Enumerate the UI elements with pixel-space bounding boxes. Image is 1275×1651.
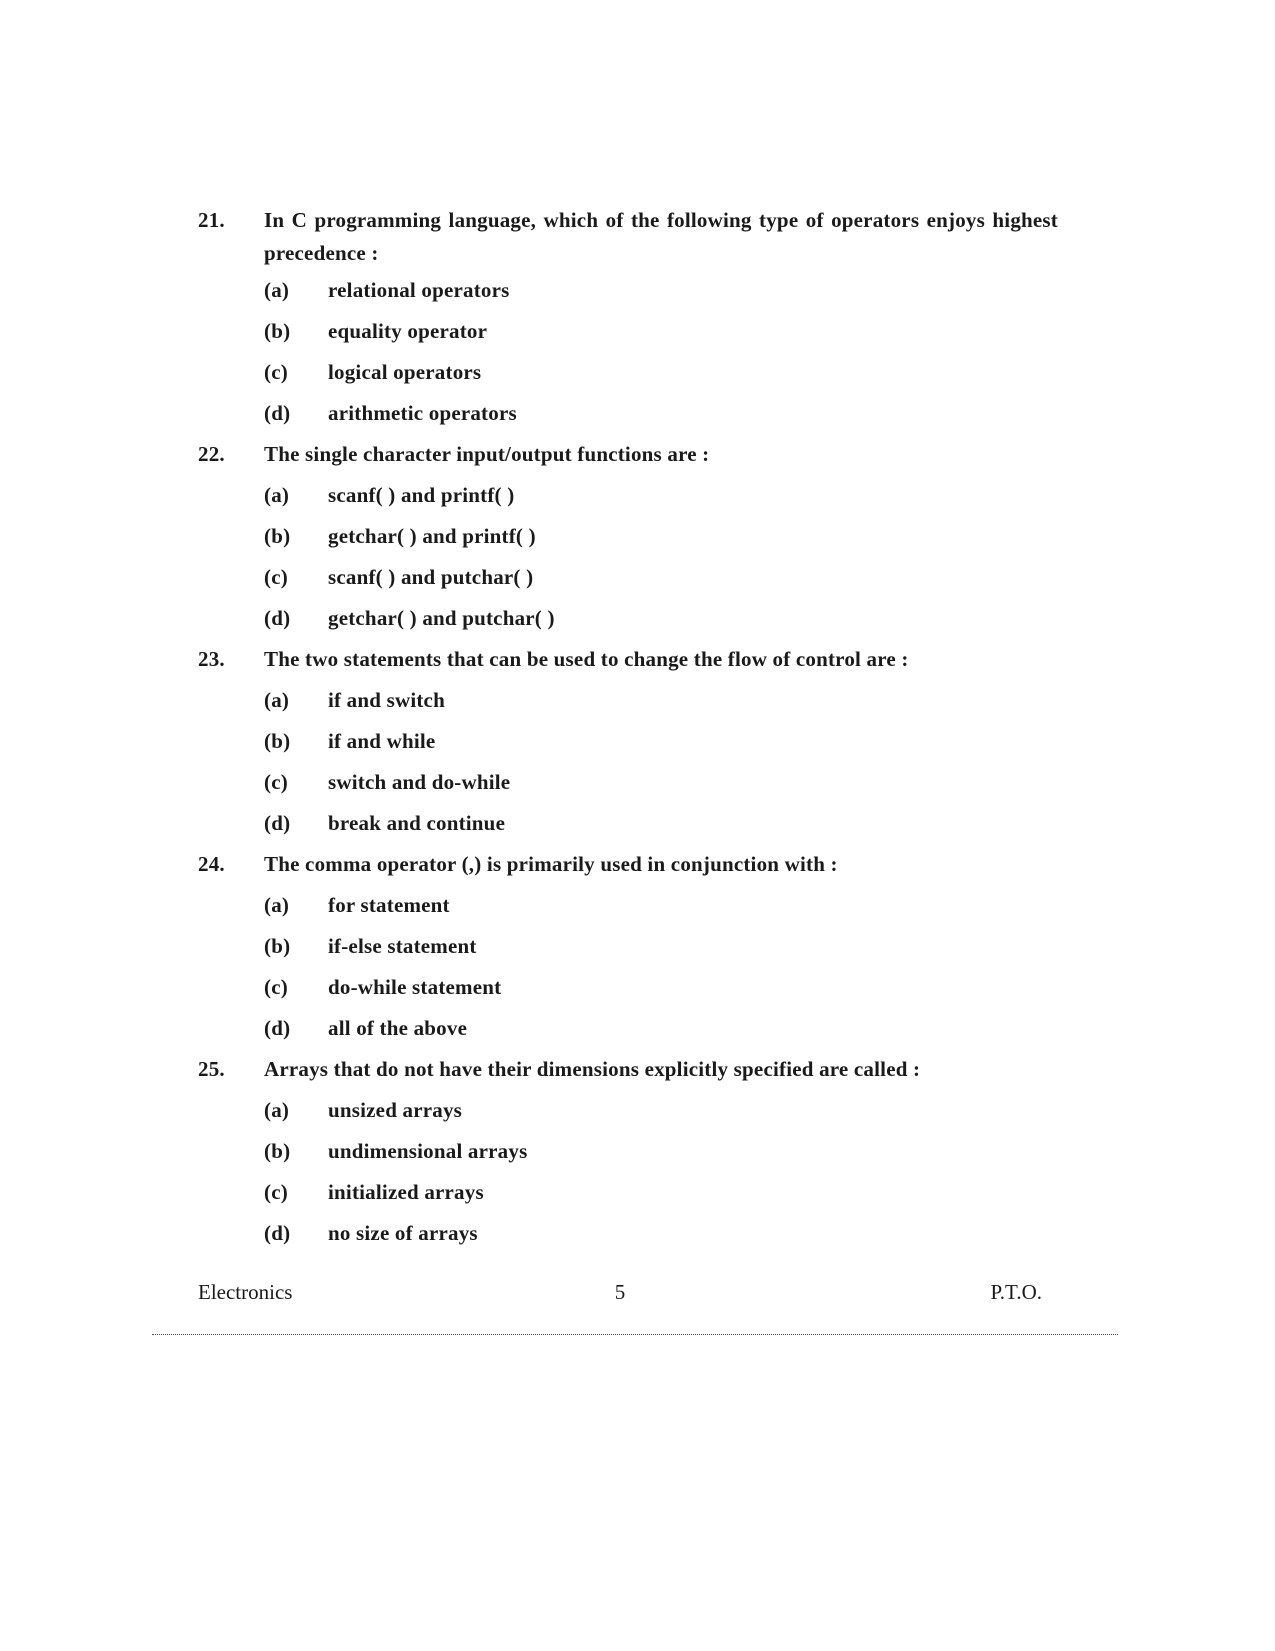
option-text: scanf( ) and putchar( ) (328, 565, 534, 589)
option-text: undimensional arrays (328, 1139, 528, 1163)
question-text: The two statements that can be used to change the flow of control are : (264, 647, 909, 671)
option-letter: (c) (264, 975, 288, 999)
option-b (264, 926, 1058, 967)
option-b (264, 311, 1058, 352)
footer-subject: Electronics (198, 1280, 293, 1304)
option-d (264, 393, 1058, 434)
option-c (264, 1172, 1058, 1213)
option-letter: (c) (264, 1180, 288, 1204)
option-letter: (c) (264, 770, 288, 794)
option-text: scanf( ) and printf( ) (328, 483, 515, 507)
option-list (264, 680, 1058, 844)
option-text: if-else statement (328, 934, 477, 958)
page-footer (198, 1277, 1042, 1307)
option-letter: (a) (264, 278, 290, 302)
option-b (264, 516, 1058, 557)
option-letter: (d) (264, 811, 291, 835)
option-text: initialized arrays (328, 1180, 484, 1204)
question-text: The comma operator (,) is primarily used in conjunction with : (264, 852, 838, 876)
option-letter: (d) (264, 1221, 291, 1245)
footer-page-number: 5 (614, 1280, 626, 1304)
question-24 (198, 844, 1058, 1049)
option-text: getchar( ) and putchar( ) (328, 606, 555, 630)
question-stem (198, 1049, 1058, 1090)
question-list (198, 204, 1058, 1254)
question-stem (198, 204, 1058, 270)
option-a (264, 680, 1058, 721)
option-d (264, 1213, 1058, 1254)
option-b (264, 721, 1058, 762)
option-d (264, 598, 1058, 639)
question-text: In C programming language, which of the following type of operators enjoys highest precedence : (264, 208, 1058, 265)
option-a (264, 885, 1058, 926)
option-list (264, 475, 1058, 639)
option-letter: (a) (264, 483, 290, 507)
option-c (264, 557, 1058, 598)
question-number: 23. (198, 647, 225, 671)
option-letter: (a) (264, 688, 290, 712)
option-letter: (b) (264, 1139, 291, 1163)
option-a (264, 1090, 1058, 1131)
option-text: getchar( ) and printf( ) (328, 524, 536, 548)
option-list (264, 885, 1058, 1049)
option-text: for statement (328, 893, 450, 917)
option-a (264, 475, 1058, 516)
question-number: 25. (198, 1057, 225, 1081)
option-letter: (d) (264, 1016, 291, 1040)
option-c (264, 967, 1058, 1008)
option-text: relational operators (328, 278, 510, 302)
option-letter: (b) (264, 729, 291, 753)
option-letter: (b) (264, 524, 291, 548)
question-stem (198, 844, 1058, 885)
option-list (264, 1090, 1058, 1254)
option-text: equality operator (328, 319, 488, 343)
option-letter: (a) (264, 1098, 290, 1122)
option-d (264, 1008, 1058, 1049)
question-stem (198, 434, 1058, 475)
footer-pto: P.T.O. (990, 1280, 1042, 1304)
question-number: 24. (198, 852, 225, 876)
option-text: if and while (328, 729, 436, 753)
option-letter: (b) (264, 319, 291, 343)
option-text: if and switch (328, 688, 445, 712)
question-23 (198, 639, 1058, 844)
option-text: logical operators (328, 360, 482, 384)
option-letter: (a) (264, 893, 290, 917)
option-text: do-while statement (328, 975, 502, 999)
option-list (264, 270, 1058, 434)
option-text: all of the above (328, 1016, 468, 1040)
option-letter: (c) (264, 360, 288, 384)
option-letter: (c) (264, 565, 288, 589)
option-text: no size of arrays (328, 1221, 478, 1245)
footer-dotted-rule (152, 1334, 1118, 1335)
option-a (264, 270, 1058, 311)
option-text: arithmetic operators (328, 401, 517, 425)
option-b (264, 1131, 1058, 1172)
option-c (264, 762, 1058, 803)
question-21 (198, 204, 1058, 434)
option-c (264, 352, 1058, 393)
option-d (264, 803, 1058, 844)
option-letter: (b) (264, 934, 291, 958)
question-number: 21. (198, 208, 225, 232)
option-text: switch and do-while (328, 770, 511, 794)
option-letter: (d) (264, 401, 291, 425)
question-text: The single character input/output functions are : (264, 442, 710, 466)
question-stem (198, 639, 1058, 680)
question-number: 22. (198, 442, 225, 466)
question-text: Arrays that do not have their dimensions explicitly specified are called : (264, 1057, 921, 1081)
option-text: unsized arrays (328, 1098, 463, 1122)
option-text: break and continue (328, 811, 506, 835)
option-letter: (d) (264, 606, 291, 630)
question-22 (198, 434, 1058, 639)
question-25 (198, 1049, 1058, 1254)
